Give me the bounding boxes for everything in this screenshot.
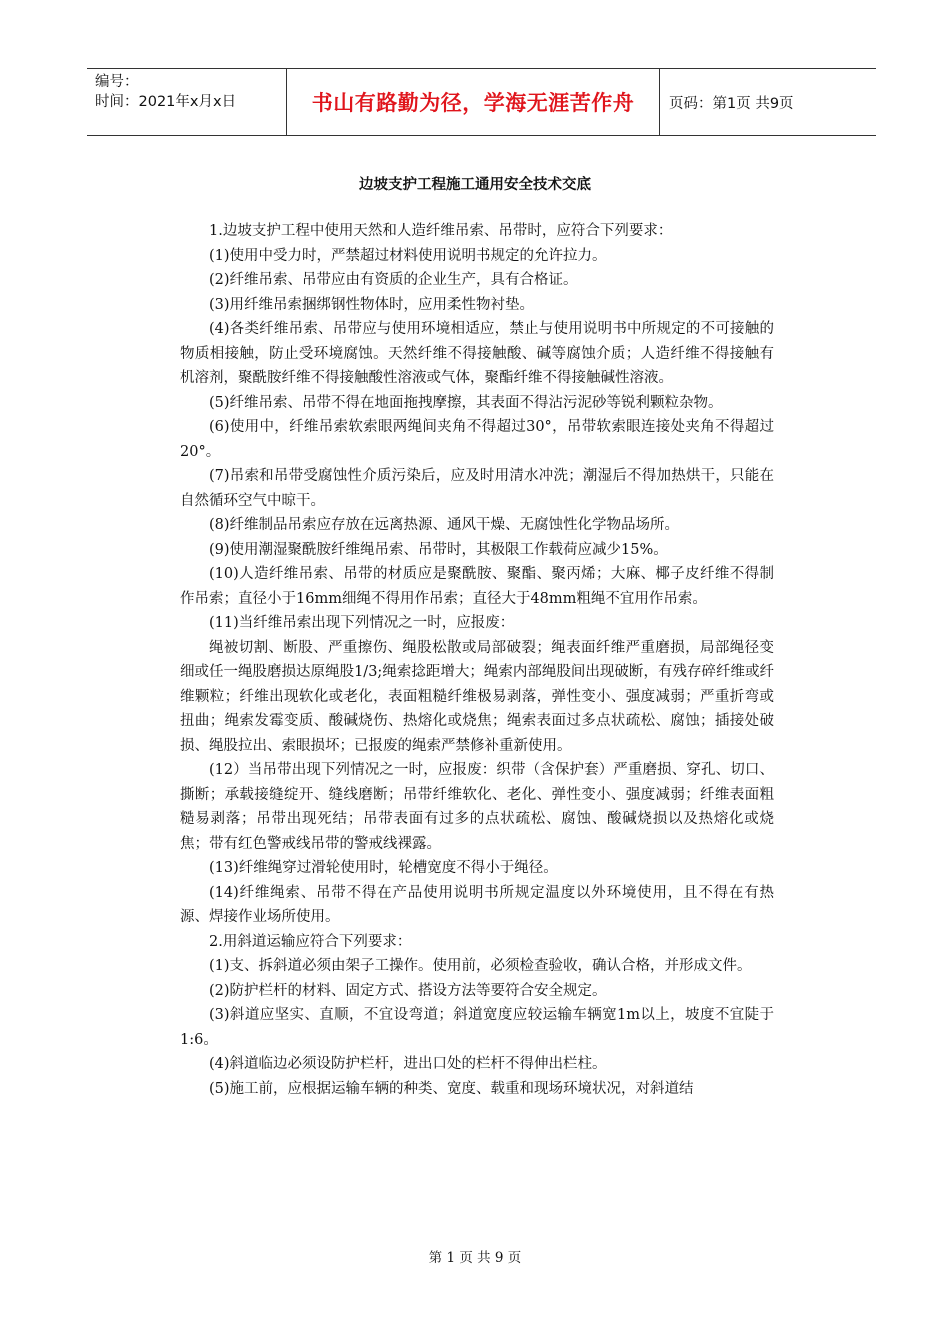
paragraph: (3)用纤维吊索捆绑钢性物体时，应用柔性物衬垫。 (209, 296, 535, 313)
paragraph: (13)纤维绳穿过滑轮使用时，轮槽宽度不得小于绳径。 (209, 860, 558, 876)
paragraph: 2.用斜道运输应符合下列要求： (209, 933, 412, 950)
paragraph: (6)使用中，纤维吊索软索眼两绳间夹角不得超过30°，吊带软索眼连接处夹角不得超过20°。 (180, 419, 774, 460)
paragraph: (2)防护栏杆的材料、固定方式、搭设方法等要符合安全规定。 (209, 982, 607, 999)
page-footer: 第 1 页 共 9 页 (428, 1250, 522, 1266)
document-body (180, 219, 774, 1101)
document-title: 边坡支护工程施工通用安全技术交底 (359, 177, 591, 193)
paragraph: 绳被切割、断股、严重擦伤、绳股松散或局部破裂；绳表面纤维严重磨损，局部绳径变细或任一绳股磨损达原绳股1/3;绳索捻距增大；绳索内部绳股间出现破断，有残存碎纤维或纤维颗粒；纤维出现软化或老化，表面粗糙纤维极易剥落，弹性变小、强度减弱；严重折弯或扭曲；绳索发霉变质、酸碱烧伤、热熔化或烧焦；绳索表面过多点状疏松、腐蚀；插接处破损、绳股拉出、索眼损坏；已报废的绳索严禁修补重新使用。 (180, 639, 774, 754)
paragraph: (5)纤维吊索、吊带不得在地面拖拽摩擦，其表面不得沾污泥砂等锐利颗粒杂物。 (209, 394, 723, 411)
paragraph: (14)纤维绳索、吊带不得在产品使用说明书所规定温度以外环境使用，且不得在有热源、焊接作业场所使用。 (180, 884, 774, 925)
paragraph: (1)使用中受力时，严禁超过材料使用说明书规定的允许拉力。 (209, 247, 607, 264)
paragraph: (3)斜道应坚实、直顺，不宜设弯道；斜道宽度应较运输车辆宽1m以上，坡度不宜陡于1:6。 (180, 1007, 774, 1048)
header-page-number: 页码：第1页 共9页 (669, 95, 794, 112)
paragraph: (4)各类纤维吊索、吊带应与使用环境相适应，禁止与使用说明书中所规定的不可接触的物质相接触，防止受环境腐蚀。天然纤维不得接触酸、碱等腐蚀介质；人造纤维不得接触有机溶剂，聚酰胺纤维不得接触酸性溶液或气体，聚酯纤维不得接触碱性溶液。 (180, 321, 774, 386)
header-motto: 书山有路勤为径，学海无涯苦作舟 (286, 69, 660, 135)
paragraph: (10)人造纤维吊索、吊带的材质应是聚酰胺、聚酯、聚丙烯；大麻、椰子皮纤维不得制作吊索；直径小于16mm细绳不得用作吊索；直径大于48mm粗绳不宜用作吊索。 (180, 566, 774, 607)
paragraph: (9)使用潮湿聚酰胺纤维绳吊索、吊带时，其极限工作载荷应减少15%。 (209, 541, 668, 558)
paragraph: (2)纤维吊索、吊带应由有资质的企业生产，具有合格证。 (209, 272, 578, 288)
paragraph: (11)当纤维吊索出现下列情况之一时，应报废： (209, 615, 515, 631)
document-time-label: 时间：2021年x月x日 (95, 94, 237, 110)
paragraph: (7)吊索和吊带受腐蚀性介质污染后，应及时用清水冲洗；潮湿后不得加热烘干，只能在自然循环空气中晾干。 (180, 468, 774, 509)
paragraph: (1)支、拆斜道必须由架子工操作。使用前，必须检查验收，确认合格，并形成文件。 (209, 958, 752, 974)
paragraph: (8)纤维制品吊索应存放在远离热源、通风干燥、无腐蚀性化学物品场所。 (209, 517, 680, 533)
document-number-label: 编号： (95, 74, 139, 90)
page-header (87, 68, 876, 136)
paragraph: 1.边坡支护工程中使用天然和人造纤维吊索、吊带时，应符合下列要求： (209, 223, 673, 239)
paragraph: (5)施工前，应根据运输车辆的种类、宽度、载重和现场环境状况，对斜道结 (209, 1080, 694, 1097)
paragraph: (4)斜道临边必须设防护栏杆，进出口处的栏杆不得伸出栏柱。 (209, 1056, 607, 1072)
paragraph: (12）当吊带出现下列情况之一时，应报废：织带（含保护套）严重磨损、穿孔、切口、撕断；承载接缝绽开、缝线磨断；吊带纤维软化、老化、弹性变小、强度减弱；纤维表面粗糙易剥落；吊带出现死结；吊带表面有过多的点状疏松、腐蚀、酸碱烧损以及热熔化或烧焦；带有红色警戒线吊带的警戒线裸露。 (180, 762, 774, 852)
header-meta (87, 69, 286, 135)
